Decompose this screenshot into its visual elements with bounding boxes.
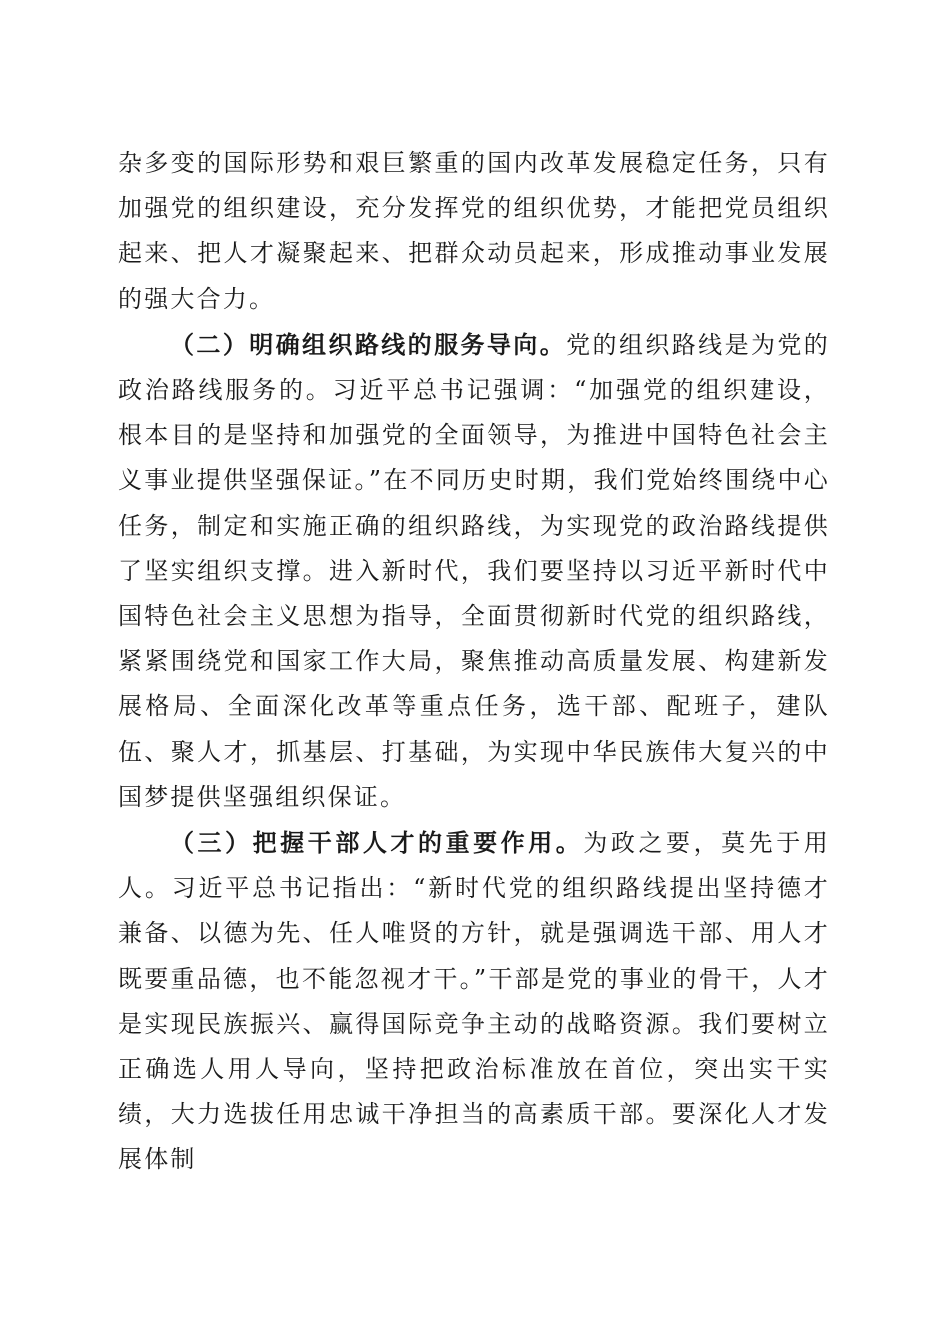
paragraph-body-text: 为政之要，莫先于用人。习近平总书记指出：“新时代党的组织路线提出坚持德才兼备、以德为先、任人唯贤的方针，就是强调选干部、用人才既要重品德，也不能忽视才干。”干部是党的事业的骨干，人才是实现民族振兴、赢得国际竞争主动的战略资源。我们要树立正确选人用人导向，坚持把政治标准放在首位，突出实干实绩，大力选拔任用忠诚干净担当的高素质干部。要深化人才发展体制 xyxy=(118,829,830,1174)
paragraph-continuation xyxy=(118,141,830,322)
paragraph-section-3 xyxy=(118,820,830,1183)
section-heading: （三）把握干部人才的重要作用。 xyxy=(170,828,584,858)
section-heading: （二）明确组织路线的服务导向。 xyxy=(170,329,567,359)
paragraph-body-text: 党的组织路线是为党的政治路线服务的。习近平总书记强调：“加强党的组织建设，根本目的是坚持和加强党的全面领导，为推进中国特色社会主义事业提供坚强保证。”在不同历史时期，我们党始终围绕中心任务，制定和实施正确的组织路线，为实现党的政治路线提供了坚实组织支撑。进入新时代，我们要坚持以习近平新时代中国特色社会主义思想为指导，全面贯彻新时代党的组织路线，紧紧围绕党和国家工作大局，聚焦推动高质量发展、构建新发展格局、全面深化改革等重点任务，选干部、配班子，建队伍、聚人才，抓基层、打基础，为实现中华民族伟大复兴的中国梦提供坚强组织保证。 xyxy=(118,330,830,811)
document-body xyxy=(118,141,830,1183)
paragraph-section-2 xyxy=(118,322,830,820)
paragraph-body-text: 杂多变的国际形势和艰巨繁重的国内改革发展稳定任务，只有加强党的组织建设，充分发挥党的组织优势，才能把党员组织起来、把人才凝聚起来、把群众动员起来，形成推动事业发展的强大合力。 xyxy=(118,149,830,313)
